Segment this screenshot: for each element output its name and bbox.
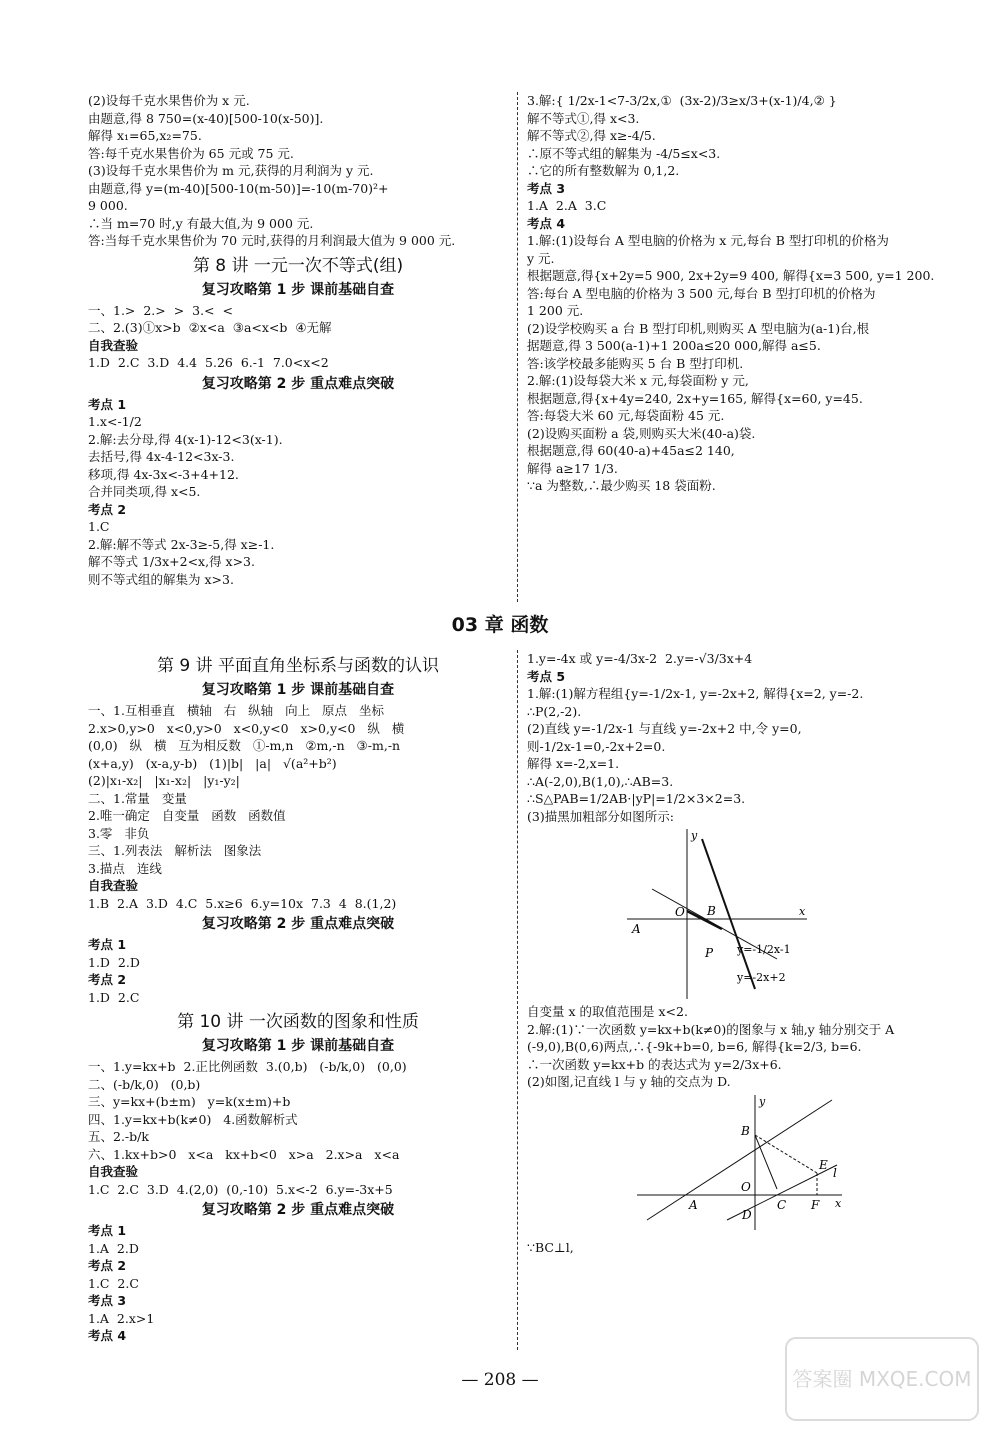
s9-step1-line: (0,0) 纵 横 互为相反数 ①-m,n ②m,-n ③-m,-n — [88, 738, 401, 753]
s9-step2-title: 复习攻略第 2 步 重点难点突破 — [201, 916, 395, 932]
graph1-label-o: O — [675, 905, 685, 919]
column-divider-bottom — [517, 650, 518, 1350]
s10-step1-line: 自我查验 — [88, 1164, 139, 1179]
section-10-title: 第 10 讲 一次函数的图象和性质 — [177, 1012, 419, 1032]
rt-line: 解不等式②,得 x≥-4/5. — [527, 128, 656, 143]
lt-step2-line: 2.解:解不等式 2x-3≥-5,得 x≥-1. — [88, 536, 275, 552]
s10-step1-line: 四、1.y=kx+b(k≠0) 4.函数解析式 — [88, 1111, 298, 1127]
rb-a-line: 考点 5 — [527, 668, 566, 684]
s9-step1-line: 2.x>0,y>0 x<0,y>0 x<0,y<0 x>0,y<0 纵 横 — [88, 720, 405, 736]
rt-line: (2)设购买面粉 a 袋,则购买大米(40-a)袋. — [527, 425, 756, 441]
rt-line: 解不等式①,得 x<3. — [527, 110, 640, 126]
s10-step1-line: 三、y=kx+(b±m) y=k(x±m)+b — [88, 1094, 291, 1109]
graph2-label-c: C — [777, 1197, 787, 1212]
watermark-logo — [782, 1334, 982, 1424]
lt-step2-line: 解不等式 1/3x+2<x,得 x>3. — [88, 554, 255, 569]
lt-step2-line: 合并同类项,得 x<5. — [88, 484, 201, 499]
rb-b-line: ∴一次函数 y=kx+b 的表达式为 y=2/3x+6. — [527, 1056, 782, 1072]
right-bottom-column — [527, 650, 957, 1256]
graph-1-figure — [627, 829, 807, 999]
s9-step1-line: 2.唯一确定 自变量 函数 函数值 — [88, 808, 286, 823]
s9-step2-line: 1.D 2.D — [88, 954, 140, 970]
rt-line: 据题意,得 3 500(a-1)+1 200a≤20 000,解得 a≤5. — [527, 338, 821, 353]
rt-line: 1 200 元. — [527, 303, 584, 318]
rb-b-line: 自变量 x 的取值范围是 x<2. — [527, 1004, 688, 1019]
rt-line: 根据题意,得 60(40-a)+45a≤2 140, — [527, 443, 735, 458]
lt-step1-line: 二、2.(3)①x>b ②x<a ③a<x<b ④无解 — [88, 320, 332, 335]
rt-line: 1.A 2.A 3.C — [527, 198, 607, 213]
s10-step2-line: 考点 1 — [88, 1223, 127, 1238]
s10-step2-line: 1.A 2.x>1 — [88, 1310, 155, 1326]
graph1-label-a: A — [632, 922, 641, 936]
left-bottom-column — [88, 650, 508, 1345]
lt-step2-line: 1.C — [88, 519, 110, 534]
s10-step2-line: 考点 2 — [88, 1258, 127, 1273]
lt-step1-line: 自我查验 — [88, 337, 139, 353]
graph2-label-d: D — [742, 1207, 752, 1222]
s9-step1-line: 三、1.列表法 解析法 图象法 — [88, 843, 262, 858]
page-number: — 208 — — [461, 1370, 539, 1390]
rb-a-line: ∴P(2,-2). — [527, 703, 582, 719]
step2-title: 复习攻略第 2 步 重点难点突破 — [201, 375, 395, 392]
chapter-title: 03 章 函数 — [451, 614, 549, 636]
rb-b-line: 2.解:(1)∵一次函数 y=kx+b(k≠0)的图象与 x 轴,y 轴分别交于 A — [527, 1021, 895, 1037]
rb-a-line: 则-1/2x-1=0,-2x+2=0. — [527, 738, 666, 754]
s9-step1-line: 一、1.互相垂直 横轴 右 纵轴 向上 原点 坐标 — [88, 703, 384, 718]
rt-line: 考点 3 — [527, 180, 566, 196]
s10-step2-title: 复习攻略第 2 步 重点难点突破 — [201, 1202, 395, 1218]
rt-line: (2)设学校购买 a 台 B 型打印机,则购买 A 型电脑为(a-1)台,根 — [527, 320, 870, 336]
s9-step1-title: 复习攻略第 1 步 课前基础自查 — [201, 682, 395, 698]
rt-line: ∵a 为整数,∴最少购买 18 袋面粉. — [527, 478, 716, 493]
s9-step1-line: 3.描点 连线 — [88, 860, 162, 876]
rb-b-line: (-9,0),B(0,6)两点,∴{-9k+b=0, b=6, 解得{k=2/3, b=6. — [527, 1039, 862, 1054]
s9-step2-line: 考点 2 — [88, 972, 127, 987]
rt-line: 考点 4 — [527, 215, 566, 231]
s9-step2-line: 考点 1 — [88, 937, 127, 952]
lt-step2-line: 则不等式组的解集为 x>3. — [88, 571, 234, 587]
right-top-column — [527, 92, 957, 495]
s9-step1-line: (x+a,y) (x-a,y-b) (1)|b| |a| √(a²+b²) — [88, 755, 337, 771]
s9-step1-line: (2)|x₁-x₂| |x₁-x₂| |y₁-y₂| — [88, 773, 240, 788]
lt-step2-line: 考点 2 — [88, 501, 127, 517]
graph2-label-b: B — [741, 1123, 750, 1138]
lt-line: 9 000. — [88, 198, 128, 213]
rt-line: 解得 a≥17 1/3. — [527, 460, 618, 476]
graph2-label-y: y — [759, 1094, 766, 1108]
s10-step2-line: 1.A 2.D — [88, 1240, 139, 1256]
graph1-label-l2: y=-2x+2 — [737, 971, 786, 984]
lt-step2-line: 1.x<-1/2 — [88, 414, 142, 429]
rt-line: y 元. — [527, 250, 555, 266]
graph2-label-l: l — [833, 1165, 837, 1180]
lt-line: (3)设每千克水果售价为 m 元,获得的月利润为 y 元. — [88, 163, 374, 178]
lt-line: 由题意,得 y=(m-40)[500-10(m-50)]=-10(m-70)²+ — [88, 180, 389, 196]
graph1-label-l1: y=-1/2x-1 — [737, 943, 791, 956]
graph1-label-p: P — [705, 946, 714, 960]
graph2-label-a: A — [689, 1197, 698, 1212]
section-8-title: 第 8 讲 一元一次不等式(组) — [192, 255, 404, 276]
graph2-label-e: E — [819, 1157, 828, 1172]
lt-step1-line: 1.D 2.C 3.D 4.4 5.26 6.-1 7.0<x<2 — [88, 355, 329, 370]
rt-line: 根据题意,得{x+4y=240, 2x+y=165, 解得{x=60, y=45. — [527, 390, 863, 406]
s10-step1-line: 二、(-b/k,0) (0,b) — [88, 1076, 201, 1092]
section-9-title: 第 9 讲 平面直角坐标系与函数的认识 — [156, 656, 440, 676]
graph2-label-x: x — [835, 1196, 842, 1210]
lt-step2-line: 去括号,得 4x-4-12<3x-3. — [88, 449, 235, 464]
rb-a-line: ∴S△PAB=1/2AB·|yP|=1/2×3×2=3. — [527, 791, 746, 806]
s9-step1-line: 3.零 非负 — [88, 825, 150, 841]
lt-step2-line: 考点 1 — [88, 396, 127, 412]
lt-line: 答:每千克水果售价为 65 元或 75 元. — [88, 145, 294, 161]
s10-step1-line: 五、2.-b/k — [88, 1129, 149, 1144]
lt-step1-line: 一、1.> 2.> > 3.< < — [88, 302, 233, 318]
graph-2-figure — [637, 1095, 847, 1235]
rt-line: 答:每袋大米 60 元,每袋面粉 45 元. — [527, 408, 725, 423]
rt-line: 根据题意,得{x+2y=5 900, 2x+2y=9 400, 解得{x=3 500, y=1 200. — [527, 268, 935, 283]
left-top-column — [88, 92, 508, 588]
rt-line: 2.解:(1)设每袋大米 x 元,每袋面粉 y 元, — [527, 373, 749, 388]
s10-step2-line: 考点 3 — [88, 1293, 127, 1308]
rt-line: ∴原不等式组的解集为 -4/5≤x<3. — [527, 145, 721, 161]
s9-step2-line: 1.D 2.C — [88, 989, 140, 1005]
graph1-label-y: y — [691, 829, 698, 842]
lt-line: ∴当 m=70 时,y 有最大值,为 9 000 元. — [88, 215, 314, 231]
s9-step1-line: 二、1.常量 变量 — [88, 790, 187, 806]
lt-line: 解得 x₁=65,x₂=75. — [88, 128, 202, 143]
lt-line: 答:当每千克水果售价为 70 元时,获得的月利润最大值为 9 000 元. — [88, 233, 456, 248]
s10-step2-line: 考点 4 — [88, 1328, 127, 1343]
s10-step2-line: 1.C 2.C — [88, 1275, 139, 1291]
graph1-label-x: x — [799, 905, 806, 918]
s9-step1-line: 自我查验 — [88, 878, 139, 893]
graph2-label-o: O — [741, 1179, 751, 1194]
column-divider-top — [517, 92, 518, 602]
s10-step1-line: 1.C 2.C 3.D 4.(2,0) (0,-10) 5.x<-2 6.y=-3x+5 — [88, 1181, 393, 1197]
s10-step1-title: 复习攻略第 1 步 课前基础自查 — [201, 1038, 395, 1054]
rb-a-line: (2)直线 y=-1/2x-1 与直线 y=-2x+2 中,令 y=0, — [527, 721, 802, 736]
lt-line: (2)设每千克水果售价为 x 元. — [88, 93, 250, 108]
rb-a-line: 1.解:(1)解方程组{y=-1/2x-1, y=-2x+2, 解得{x=2, y=-2. — [527, 686, 864, 701]
s9-step1-line: 1.B 2.A 3.D 4.C 5.x≥6 6.y=10x 7.3 4 8.(1,2) — [88, 895, 397, 911]
lt-step2-line: 移项,得 4x-3x<-3+4+12. — [88, 466, 239, 482]
rb-b-line: (2)如图,记直线 l 与 y 轴的交点为 D. — [527, 1074, 731, 1089]
s10-step1-line: 六、1.kx+b>0 x<a kx+b<0 x>a 2.x>a x<a — [88, 1146, 400, 1162]
graph2-label-f: F — [811, 1197, 820, 1212]
rb-a-line: 解得 x=-2,x=1. — [527, 756, 620, 771]
step1-title: 复习攻略第 1 步 课前基础自查 — [201, 281, 395, 298]
rt-line: 1.解:(1)设每台 A 型电脑的价格为 x 元,每台 B 型打印机的价格为 — [527, 233, 889, 248]
rb-a-line: 1.y=-4x 或 y=-4/3x-2 2.y=-√3/3x+4 — [527, 651, 753, 666]
rt-line: 答:该学校最多能购买 5 台 B 型打印机. — [527, 355, 744, 371]
rt-line: 3.解:{ 1/2x-1<7-3/2x,① (3x-2)/3≥x/3+(x-1)/4,② } — [527, 93, 837, 108]
rt-line: ∴它的所有整数解为 0,1,2. — [527, 163, 680, 178]
graph1-label-b: B — [707, 904, 716, 918]
s10-step1-line: 一、1.y=kx+b 2.正比例函数 3.(0,b) (-b/k,0) (0,0) — [88, 1059, 407, 1074]
rb-a-line: ∴A(-2,0),B(1,0),∴AB=3. — [527, 773, 674, 789]
rb-a-line: (3)描黑加粗部分如图所示: — [527, 808, 674, 824]
rb-c-line: ∵BC⊥l, — [527, 1239, 574, 1255]
lt-line: 由题意,得 8 750=(x-40)[500-10(x-50)]. — [88, 110, 324, 126]
lt-step2-line: 2.解:去分母,得 4(x-1)-12<3(x-1). — [88, 431, 283, 447]
rt-line: 答:每台 A 型电脑的价格为 3 500 元,每台 B 型打印机的价格为 — [527, 285, 876, 301]
watermark-text: 答案圈 MXQE.COM — [792, 1367, 972, 1391]
